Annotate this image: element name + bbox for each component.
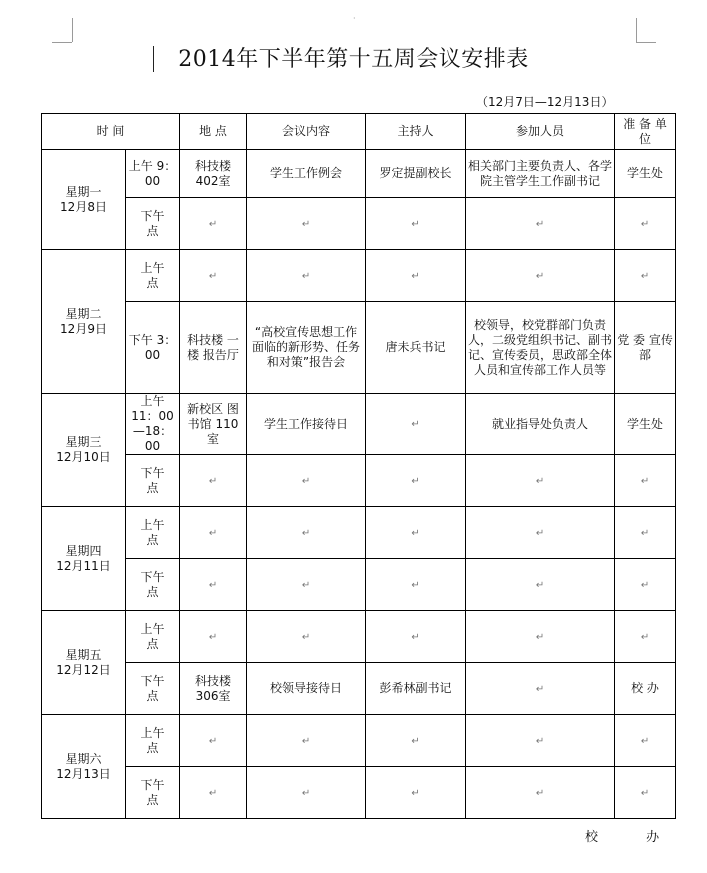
time-cell: 上午 点 bbox=[126, 507, 180, 559]
empty-cell: ↵ bbox=[366, 455, 466, 507]
time-cell: 下午 点 bbox=[126, 663, 180, 715]
header-time: 时 间 bbox=[42, 114, 180, 150]
crop-mark bbox=[72, 18, 73, 42]
empty-cell: ↵ bbox=[180, 715, 247, 767]
empty-cell: ↵ bbox=[366, 198, 466, 250]
empty-cell: ↵ bbox=[615, 715, 676, 767]
content-cell: 学生工作接待日 bbox=[247, 394, 366, 455]
place-cell: 科技楼 一楼 报告厅 bbox=[180, 302, 247, 394]
empty-cell: ↵ bbox=[466, 455, 615, 507]
unit-cell: 学生处 bbox=[615, 394, 676, 455]
empty-cell: ↵ bbox=[180, 767, 247, 819]
day-cell: 星期三 12月10日 bbox=[42, 394, 126, 507]
empty-cell: ↵ bbox=[247, 559, 366, 611]
empty-cell: ↵ bbox=[366, 611, 466, 663]
page-mark: · bbox=[353, 14, 356, 23]
empty-cell: ↵ bbox=[180, 455, 247, 507]
table-row bbox=[42, 455, 676, 507]
empty-cell: ↵ bbox=[247, 250, 366, 302]
day-cell: 星期二 12月9日 bbox=[42, 250, 126, 394]
header-place: 地 点 bbox=[180, 114, 247, 150]
table-row bbox=[42, 767, 676, 819]
day-cell: 星期四 12月11日 bbox=[42, 507, 126, 611]
attendees-cell: 校领导，校党群部门负责人，二级党组织书记、副书记、宣传委员，思政部全体人员和宣传部工作人员等 bbox=[466, 302, 615, 394]
place-cell: 新校区 图书馆 110室 bbox=[180, 394, 247, 455]
attendees-cell: 相关部门主要负责人、各学院主管学生工作副书记 bbox=[466, 150, 615, 198]
table-row bbox=[42, 250, 676, 302]
empty-cell: ↵ bbox=[247, 198, 366, 250]
time-cell: 下午 点 bbox=[126, 559, 180, 611]
time-cell: 上午 点 bbox=[126, 611, 180, 663]
time-cell: 上午 点 bbox=[126, 250, 180, 302]
unit-cell: 学生处 bbox=[615, 150, 676, 198]
time-cell: 下午 3：00 bbox=[126, 302, 180, 394]
header-host: 主持人 bbox=[366, 114, 466, 150]
place-cell: 科技楼 306室 bbox=[180, 663, 247, 715]
empty-cell: ↵ bbox=[247, 767, 366, 819]
host-cell: 唐未兵书记 bbox=[366, 302, 466, 394]
time-cell: 上午 9：00 bbox=[126, 150, 180, 198]
header-prep-unit: 准 备 单 位 bbox=[615, 114, 676, 150]
place-cell: 科技楼 402室 bbox=[180, 150, 247, 198]
table-row bbox=[42, 611, 676, 663]
table-row bbox=[42, 302, 676, 394]
empty-cell: ↵ bbox=[466, 559, 615, 611]
empty-cell: ↵ bbox=[180, 198, 247, 250]
table-row bbox=[42, 198, 676, 250]
table-row bbox=[42, 715, 676, 767]
table-row bbox=[42, 394, 676, 455]
empty-cell: ↵ bbox=[466, 507, 615, 559]
date-range: （12月7日—12月13日） bbox=[476, 95, 614, 109]
empty-cell: ↵ bbox=[247, 507, 366, 559]
schedule-table bbox=[41, 113, 676, 819]
empty-cell: ↵ bbox=[366, 559, 466, 611]
empty-cell: ↵ bbox=[466, 767, 615, 819]
time-cell: 上午 点 bbox=[126, 715, 180, 767]
unit-cell: 校 办 bbox=[615, 663, 676, 715]
empty-cell: ↵ bbox=[466, 198, 615, 250]
time-cell: 下午 点 bbox=[126, 767, 180, 819]
empty-cell: ↵ bbox=[366, 250, 466, 302]
footer-signature: 校 办 bbox=[585, 830, 682, 845]
empty-cell: ↵ bbox=[615, 767, 676, 819]
empty-cell: ↵ bbox=[247, 715, 366, 767]
empty-cell: ↵ bbox=[466, 611, 615, 663]
text-cursor bbox=[153, 46, 154, 72]
attendees-cell: 就业指导处负责人 bbox=[466, 394, 615, 455]
empty-cell: ↵ bbox=[466, 715, 615, 767]
table-row bbox=[42, 663, 676, 715]
table-row bbox=[42, 507, 676, 559]
day-cell: 星期五 12月12日 bbox=[42, 611, 126, 715]
empty-cell: ↵ bbox=[615, 507, 676, 559]
header-attendees: 参加人员 bbox=[466, 114, 615, 150]
content-cell: 校领导接待日 bbox=[247, 663, 366, 715]
empty-cell: ↵ bbox=[466, 250, 615, 302]
empty-cell: ↵ bbox=[247, 455, 366, 507]
time-cell: 下午 点 bbox=[126, 198, 180, 250]
header-content: 会议内容 bbox=[247, 114, 366, 150]
empty-cell: ↵ bbox=[366, 715, 466, 767]
empty-cell: ↵ bbox=[366, 394, 466, 455]
time-cell: 上午 11：00—18：00 bbox=[126, 394, 180, 455]
empty-cell: ↵ bbox=[615, 559, 676, 611]
empty-cell: ↵ bbox=[366, 767, 466, 819]
empty-cell: ↵ bbox=[615, 198, 676, 250]
empty-cell: ↵ bbox=[180, 559, 247, 611]
table-row bbox=[42, 150, 676, 198]
time-cell: 下午 点 bbox=[126, 455, 180, 507]
empty-cell: ↵ bbox=[466, 663, 615, 715]
day-cell: 星期一 12月8日 bbox=[42, 150, 126, 250]
content-cell: 学生工作例会 bbox=[247, 150, 366, 198]
empty-cell: ↵ bbox=[615, 250, 676, 302]
empty-cell: ↵ bbox=[180, 507, 247, 559]
host-cell: 罗定提副校长 bbox=[366, 150, 466, 198]
empty-cell: ↵ bbox=[615, 455, 676, 507]
empty-cell: ↵ bbox=[247, 611, 366, 663]
empty-cell: ↵ bbox=[615, 611, 676, 663]
day-cell: 星期六 12月13日 bbox=[42, 715, 126, 819]
content-cell: “高校宣传思想工作面临的新形势、任务和对策”报告会 bbox=[247, 302, 366, 394]
empty-cell: ↵ bbox=[180, 250, 247, 302]
empty-cell: ↵ bbox=[180, 611, 247, 663]
document-title: 2014年下半年第十五周会议安排表 bbox=[178, 47, 529, 72]
crop-mark bbox=[636, 18, 637, 42]
unit-cell: 党 委 宣传部 bbox=[615, 302, 676, 394]
table-row bbox=[42, 559, 676, 611]
header-row bbox=[42, 114, 676, 150]
empty-cell: ↵ bbox=[366, 507, 466, 559]
host-cell: 彭希林副书记 bbox=[366, 663, 466, 715]
